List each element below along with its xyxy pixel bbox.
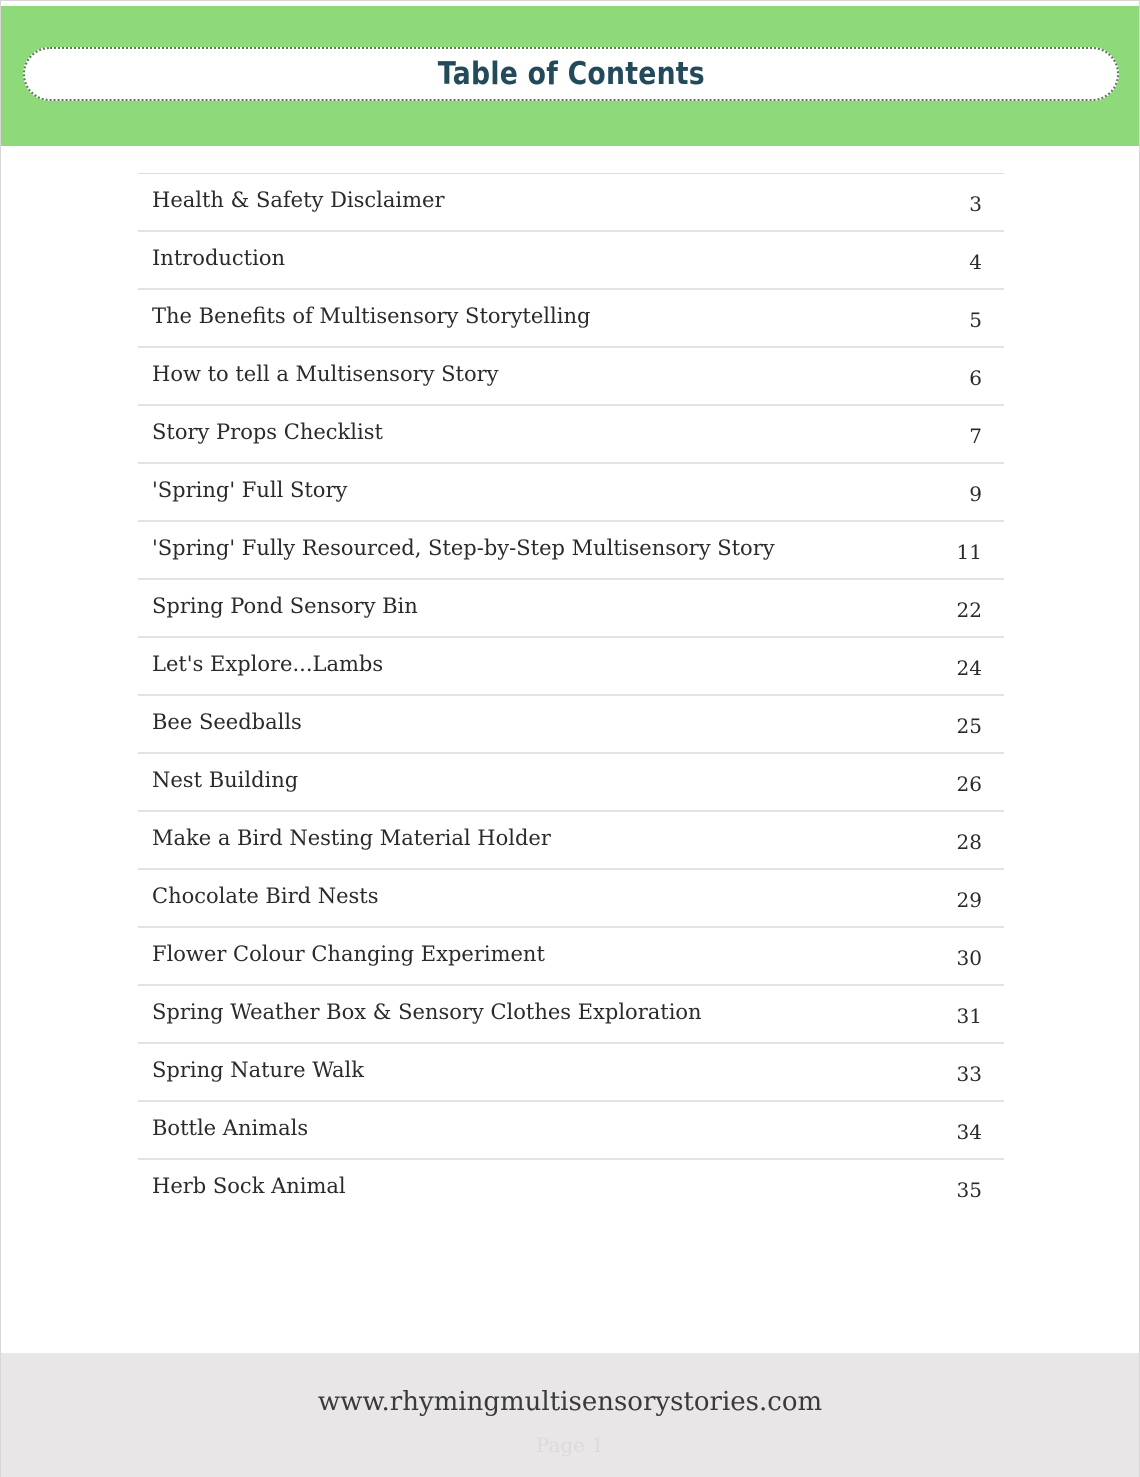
toc-entry-title: Introduction: [152, 246, 285, 270]
toc-row[interactable]: [138, 638, 1004, 696]
toc-row[interactable]: [138, 348, 1004, 406]
toc-entry-page-number: 9: [969, 482, 982, 506]
toc-row[interactable]: [138, 986, 1004, 1044]
toc-entry-page-number: 29: [956, 888, 982, 912]
toc-entry-title: Spring Weather Box & Sensory Clothes Exploration: [152, 1000, 702, 1024]
toc-row[interactable]: [138, 174, 1004, 232]
toc-entry-page-number: 30: [956, 946, 982, 970]
toc-row[interactable]: [138, 754, 1004, 812]
toc-entry-page-number: 25: [956, 714, 982, 738]
toc-row[interactable]: [138, 1102, 1004, 1160]
toc-entry-page-number: 22: [956, 598, 982, 622]
toc-entry-page-number: 3: [969, 192, 982, 216]
toc-entry-page-number: 33: [956, 1062, 982, 1086]
toc-row[interactable]: [138, 1160, 1004, 1200]
toc-entry-page-number: 11: [956, 540, 982, 564]
toc-entry-title: Health & Safety Disclaimer: [152, 188, 445, 212]
toc-entry-page-number: 6: [969, 366, 982, 390]
toc-entry-title: Chocolate Bird Nests: [152, 884, 379, 908]
page-footer: [1, 1353, 1139, 1477]
toc-entry-page-number: 35: [956, 1178, 982, 1200]
toc-entry-title: Flower Colour Changing Experiment: [152, 942, 545, 966]
footer-website-url[interactable]: www.rhymingmultisensorystories.com: [317, 1387, 823, 1417]
toc-row[interactable]: [138, 928, 1004, 986]
toc-entry-title: Nest Building: [152, 768, 299, 792]
toc-entry-title: Spring Pond Sensory Bin: [152, 594, 418, 618]
toc-row[interactable]: [138, 1044, 1004, 1102]
title-banner: [23, 47, 1119, 101]
footer-page-number: Page 1: [535, 1433, 605, 1457]
toc-row[interactable]: [138, 812, 1004, 870]
toc-entry-title: Make a Bird Nesting Material Holder: [152, 826, 551, 850]
toc-entry-title: 'Spring' Fully Resourced, Step-by-Step Multisensory Story: [152, 536, 775, 560]
page-title: Table of Contents: [437, 56, 705, 92]
toc-row[interactable]: [138, 696, 1004, 754]
toc-row[interactable]: [138, 406, 1004, 464]
toc-entry-title: Let's Explore...Lambs: [152, 652, 384, 676]
toc-entry-page-number: 24: [956, 656, 982, 680]
toc-entry-title: Bottle Animals: [152, 1116, 309, 1140]
table-of-contents: [138, 173, 1004, 1200]
toc-row[interactable]: [138, 290, 1004, 348]
toc-entry-title: 'Spring' Full Story: [152, 478, 348, 502]
toc-entry-title: Bee Seedballs: [152, 710, 302, 734]
toc-entry-title: Spring Nature Walk: [152, 1058, 364, 1082]
toc-row[interactable]: [138, 580, 1004, 638]
toc-entry-title: Herb Sock Animal: [152, 1174, 346, 1198]
toc-entry-page-number: 5: [969, 308, 982, 332]
toc-row[interactable]: [138, 870, 1004, 928]
toc-entry-page-number: 4: [969, 250, 982, 274]
toc-row[interactable]: [138, 522, 1004, 580]
toc-entry-page-number: 34: [956, 1120, 982, 1144]
toc-entry-title: The Benefits of Multisensory Storytelling: [152, 304, 591, 328]
toc-entry-title: Story Props Checklist: [152, 420, 383, 444]
toc-entry-title: How to tell a Multisensory Story: [152, 362, 499, 386]
toc-row[interactable]: [138, 232, 1004, 290]
toc-entry-page-number: 26: [956, 772, 982, 796]
toc-row[interactable]: [138, 464, 1004, 522]
toc-entry-page-number: 28: [956, 830, 982, 854]
toc-entry-page-number: 7: [969, 424, 982, 448]
toc-entry-page-number: 31: [956, 1004, 982, 1028]
